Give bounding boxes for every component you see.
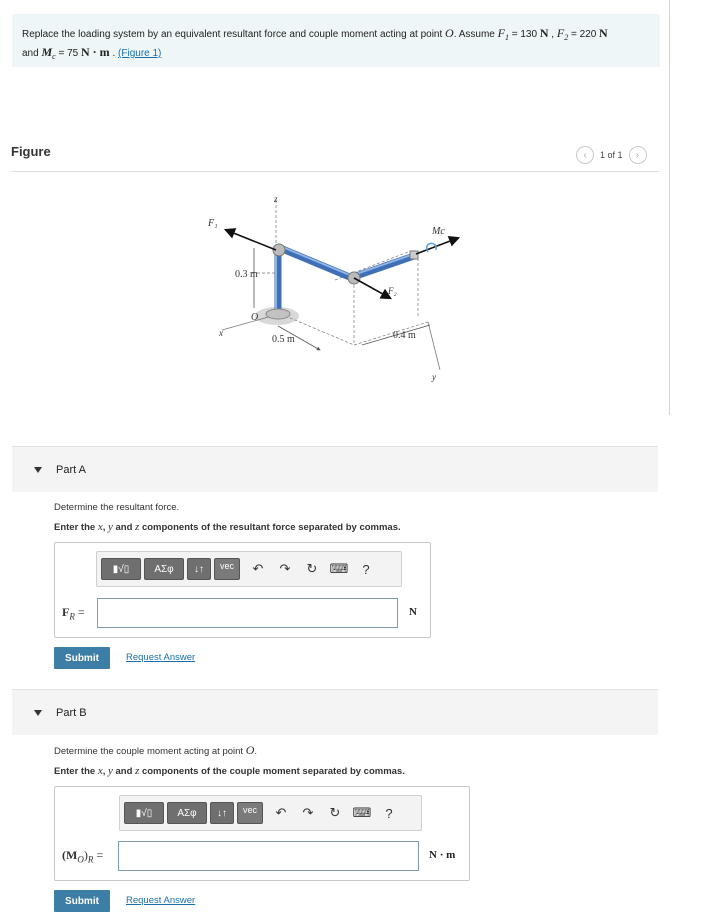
instruction-text: and [112,522,136,533]
undo-icon[interactable]: ↶ [275,805,287,820]
part-b-math-toolbar [119,795,422,831]
figure-title: Figure [11,144,51,159]
label-o: O [251,312,259,323]
part-b-submit-button[interactable]: Submit [54,890,110,912]
f2-unit: N [599,26,608,40]
templates-button[interactable]: ▮√▯ [101,558,141,580]
problem-text: . Assume [453,29,498,40]
var-y: y [107,765,113,777]
problem-text: and [22,48,42,59]
instruction-text: , [102,522,108,533]
subscript-button[interactable]: ↓↑ [210,802,234,824]
label-subscript: O [77,854,84,865]
help-icon[interactable]: ? [362,561,370,577]
var-x: x [97,765,103,777]
f2-subscript: 2 [564,33,569,42]
label-dim-04: 0.4 m [393,330,416,341]
part-a-question: Determine the resultant force. [54,502,180,513]
pager-text: 1 of 1 [600,150,623,160]
instruction-text: , [102,766,108,777]
couple-axis-arrow [416,238,458,254]
f1-symbol: F [497,26,505,40]
help-icon[interactable]: ? [385,805,393,821]
label-x: x [219,328,223,338]
y-axis [428,322,440,370]
mc-subscript: c [52,52,56,61]
f1-unit: N [539,26,549,40]
part-b-title: Part B [56,706,87,719]
part-a-answer-input[interactable] [97,598,398,628]
point-symbol: O [245,743,255,757]
label-f2: F₂ [388,286,397,296]
f1-subscript: 1 [504,33,509,42]
label-subscript: R [87,854,94,865]
mechanics-figure [190,190,470,400]
chevron-right-icon[interactable]: › [629,146,647,164]
instruction-text: components of the couple moment separated by commas. [139,766,405,777]
pipe-segment [280,248,352,278]
label-z: z [274,194,278,204]
part-a-unit: N [409,606,417,618]
pipe-segment [356,256,414,276]
force-f1-arrow [226,230,276,250]
separator: , [548,29,557,40]
part-a-request-answer-link[interactable]: Request Answer [126,652,196,663]
f1-value: = 130 [508,29,540,40]
instruction-text: Enter the [54,766,98,777]
var-z: z [135,521,140,533]
label-dim-05: 0.5 m [272,334,295,345]
f2-symbol: F [556,26,565,40]
label-symbol: F [62,605,70,619]
part-b-question [54,743,257,758]
part-a-submit-button[interactable]: Submit [54,647,110,669]
redo-icon[interactable]: ↷ [302,805,314,820]
caret-down-icon [34,710,42,716]
label-dim-03: 0.3 m [235,269,258,280]
part-b-unit: N · m [429,849,456,861]
pipe-highlight [356,254,414,274]
pipe-highlight [280,246,352,276]
problem-text: Replace the loading system by an equivalent resultant force and couple moment acting at point [22,29,446,40]
mc-unit: N · m [81,45,110,59]
label-mc: Mc [432,226,445,237]
divider [11,171,659,172]
label-paren: ) [83,848,88,862]
label-f1: F₁ [208,218,218,229]
var-x: x [97,521,103,533]
keyboard-icon[interactable]: ⌨ [352,805,372,820]
label-equals: = [93,848,104,862]
base-plate [266,309,290,319]
undo-icon[interactable]: ↶ [252,561,264,576]
redo-icon[interactable]: ↷ [279,561,291,576]
mor-label [62,848,103,864]
part-b-answer-input[interactable] [118,841,419,871]
end-cap [410,251,418,259]
chevron-left-icon[interactable]: ‹ [576,146,594,164]
instruction-text: Enter the [54,522,98,533]
reset-icon[interactable]: ↻ [329,805,341,820]
separator: . [109,48,119,59]
instruction-text: components of the resultant force separated by commas. [139,522,401,533]
reset-icon[interactable]: ↻ [306,561,318,576]
question-text: . [254,746,258,757]
part-a-math-toolbar [96,551,402,587]
panel-divider [669,0,670,415]
part-b-header[interactable] [12,689,658,735]
point-symbol: O [445,26,454,40]
fr-label [62,605,85,621]
var-y: y [107,521,113,533]
caret-down-icon [34,467,42,473]
force-f2-arrow [354,278,390,298]
vec-button[interactable]: vec [237,802,263,824]
part-b-request-answer-link[interactable]: Request Answer [126,895,196,906]
problem-statement [12,14,660,67]
mc-symbol: M [41,45,53,59]
part-a-title: Part A [56,463,86,476]
figure-pager [576,146,647,164]
templates-button[interactable]: ▮√▯ [124,802,164,824]
part-a-instruction [54,521,401,533]
label-y: y [432,372,436,382]
figure-link[interactable]: (Figure 1) [118,48,162,59]
subscript-button[interactable]: ↓↑ [187,558,211,580]
var-z: z [135,765,140,777]
label-symbol: (M [62,848,78,862]
keyboard-icon[interactable]: ⌨ [329,561,349,576]
part-a-header[interactable] [12,446,658,492]
greek-button[interactable]: ΑΣφ [144,558,184,580]
question-text: Determine the couple moment acting at point [54,746,246,757]
mc-value: = 75 [55,48,82,59]
f2-value: = 220 [568,29,600,40]
greek-button[interactable]: ΑΣφ [167,802,207,824]
vec-button[interactable]: vec [214,558,240,580]
label-subscript: R [69,611,75,622]
instruction-text: and [112,766,136,777]
label-equals: = [74,605,85,619]
part-b-instruction [54,765,405,777]
